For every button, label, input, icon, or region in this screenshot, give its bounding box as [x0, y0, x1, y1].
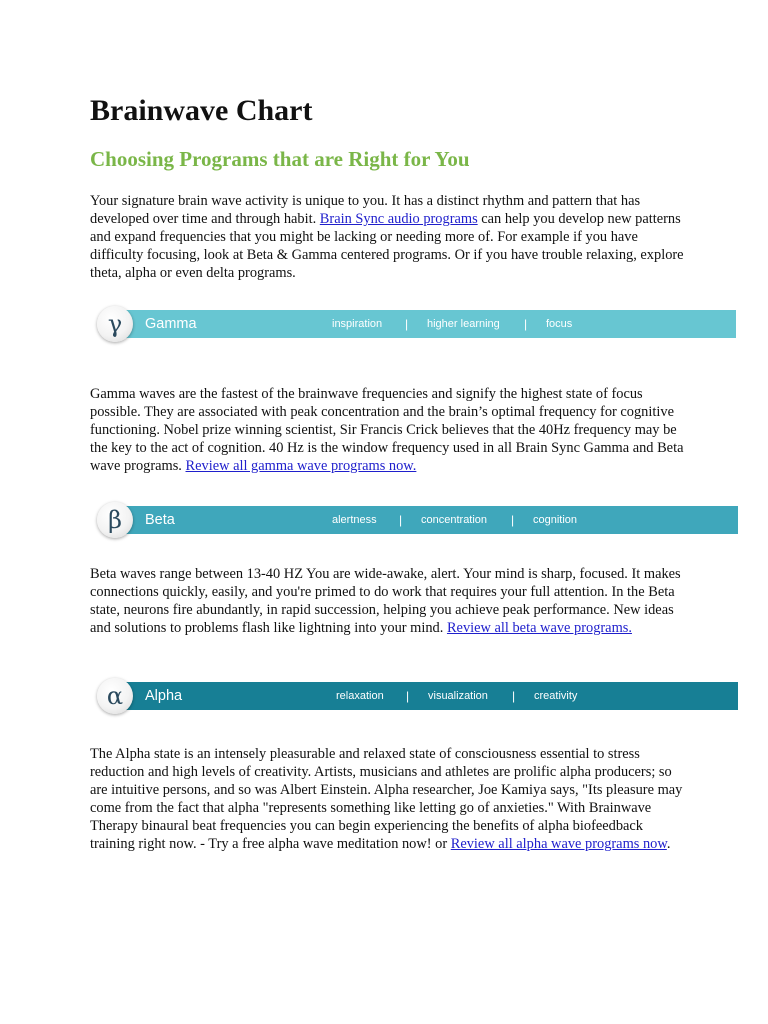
- intro-text-before: Your signature brain wave activity is unique to you. It has a distinct rhythm and pattern that has developed over time and through habit.: [90, 193, 641, 227]
- gamma-programs-link[interactable]: Review all gamma wave programs now.: [185, 458, 417, 474]
- alpha-text-end: .: [666, 836, 671, 852]
- alpha-keyword-visualization: visualization: [428, 690, 488, 702]
- alpha-keyword-creativity: creativity: [534, 690, 578, 702]
- beta-separator: |: [399, 513, 403, 527]
- gamma-separator: |: [524, 317, 528, 331]
- alpha-paragraph: [90, 745, 690, 853]
- beta-band: [97, 502, 738, 538]
- alpha-band: [97, 678, 738, 714]
- gamma-label: Gamma: [145, 316, 197, 332]
- gamma-symbol-icon: γ: [97, 306, 133, 342]
- beta-paragraph: [90, 565, 690, 637]
- gamma-band: [97, 306, 736, 342]
- alpha-keyword-relaxation: relaxation: [336, 690, 384, 702]
- gamma-paragraph: [90, 385, 690, 475]
- gamma-keyword-inspiration: inspiration: [332, 318, 383, 330]
- intro-text-after: can help you develop new patterns and expand frequencies that you might be lacking or needing more of. For example if you have difficulty focusing, look at Beta & Gamma centered programs. Or if you have trouble relaxing, explore theta, alpha or even delta programs.: [90, 211, 684, 281]
- gamma-keyword-focus: focus: [546, 318, 573, 330]
- alpha-separator: |: [512, 689, 516, 703]
- beta-keyword-concentration: concentration: [421, 514, 488, 526]
- intro-paragraph: [90, 192, 690, 282]
- beta-label: Beta: [145, 512, 175, 528]
- beta-keyword-cognition: cognition: [533, 514, 578, 526]
- gamma-keyword-higher-learning: higher learning: [427, 318, 500, 330]
- alpha-symbol-icon: α: [97, 678, 133, 714]
- brain-sync-programs-link[interactable]: Brain Sync audio programs: [319, 211, 478, 227]
- alpha-label: Alpha: [145, 688, 183, 704]
- gamma-text: Gamma waves are the fastest of the brainwave frequencies and signify the highest state of focus possible. They are associated with peak concentration and the brain’s optimal frequency for cognitive functioning. Nobel prize winning scientist, Sir Francis Crick believes that the 40Hz frequency may be the key to the act of cognition. 40 Hz is the window frequency used in all Brain Sync Gamma and Beta wave programs.: [90, 386, 684, 474]
- gamma-separator: |: [405, 317, 409, 331]
- alpha-separator: |: [406, 689, 410, 703]
- beta-symbol-icon: β: [97, 502, 133, 538]
- beta-programs-link[interactable]: Review all beta wave programs.: [446, 620, 632, 636]
- alpha-text: The Alpha state is an intensely pleasurable and relaxed state of consciousness essential to stress reduction and high levels of creativity. Artists, musicians and athletes are prolific alpha producers; so are intuitive persons, and so was Albert Einstein. Alpha researcher, Joe Kamiya says, "Its pleasure may come from the fact that alpha "represents something like letting go of anxieties." With Brainwave Therapy binaural beat frequencies you can begin experiencing the benefits of alpha biofeedback training right now. - Try a free alpha wave meditation now! or: [90, 746, 683, 852]
- beta-keyword-alertness: alertness: [332, 514, 377, 526]
- page-subtitle: Choosing Programs that are Right for You: [90, 147, 470, 171]
- beta-separator: |: [511, 513, 515, 527]
- page-title: Brainwave Chart: [90, 94, 313, 127]
- beta-text: Beta waves range between 13-40 HZ You are wide-awake, alert. Your mind is sharp, focused. It makes connections quickly, easily, and you're primed to do work that requires your full attention. In the Beta state, neurons fire abundantly, in rapid succession, helping you achieve peak performance. New ideas and solutions to problems flash like lightning into your mind.: [90, 566, 681, 636]
- alpha-programs-link[interactable]: Review all alpha wave programs now: [450, 836, 667, 852]
